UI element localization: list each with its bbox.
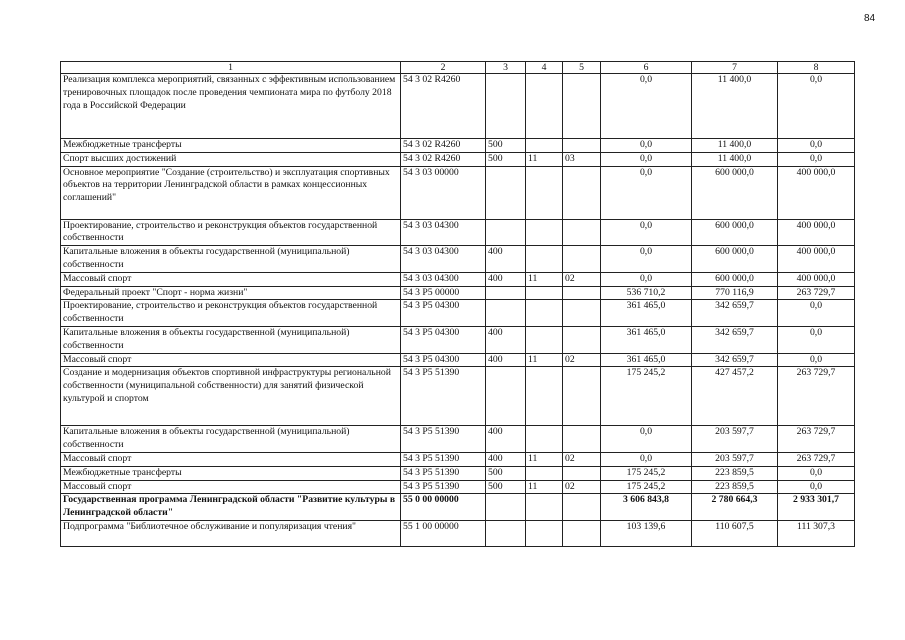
cell-value-col8: 263 729,7 — [778, 426, 855, 453]
cell-code: 54 3 P5 51390 — [401, 466, 486, 480]
cell-value-col7: 342 659,7 — [692, 300, 778, 327]
cell-value-col8: 2 933 301,7 — [778, 494, 855, 521]
table-row — [61, 466, 855, 480]
cell-value-col7: 427 457,2 — [692, 367, 778, 426]
cell-subsection — [563, 520, 601, 546]
cell-expense-type — [486, 219, 526, 246]
table-row — [61, 452, 855, 466]
cell-value-col6: 0,0 — [601, 152, 692, 166]
cell-value-col8: 0,0 — [778, 300, 855, 327]
cell-name: Подпрограмма "Библиотечное обслуживание и популяризация чтения" — [61, 520, 401, 546]
cell-value-col7: 600 000,0 — [692, 272, 778, 286]
column-header: 6 — [601, 62, 692, 74]
cell-name: Реализация комплекса мероприятий, связанных с эффективным использованием тренировочных площадок после проведения чемпионата мира по футболу 2018 года в Российской Федерации — [61, 74, 401, 139]
cell-name: Массовый спорт — [61, 272, 401, 286]
table-row — [61, 152, 855, 166]
cell-name: Массовый спорт — [61, 353, 401, 367]
cell-name: Спорт высших достижений — [61, 152, 401, 166]
cell-subsection — [563, 286, 601, 300]
cell-section — [526, 326, 563, 353]
column-header: 7 — [692, 62, 778, 74]
cell-value-col8: 0,0 — [778, 152, 855, 166]
cell-section — [526, 520, 563, 546]
cell-value-col7: 600 000,0 — [692, 219, 778, 246]
cell-section — [526, 466, 563, 480]
cell-value-col6: 361 465,0 — [601, 326, 692, 353]
cell-value-col8: 400 000,0 — [778, 166, 855, 219]
table-row — [61, 494, 855, 521]
cell-value-col6: 0,0 — [601, 74, 692, 139]
table-row — [61, 74, 855, 139]
cell-value-col6: 175 245,2 — [601, 367, 692, 426]
cell-value-col8: 400 000,0 — [778, 219, 855, 246]
table-row — [61, 286, 855, 300]
column-header: 2 — [401, 62, 486, 74]
cell-code: 54 3 P5 51390 — [401, 426, 486, 453]
cell-value-col6: 0,0 — [601, 246, 692, 273]
table-row — [61, 219, 855, 246]
header-row — [61, 62, 855, 74]
table-body — [61, 74, 855, 547]
cell-value-col6: 0,0 — [601, 139, 692, 153]
cell-section: 11 — [526, 452, 563, 466]
cell-value-col7: 11 400,0 — [692, 74, 778, 139]
cell-name: Межбюджетные трансферты — [61, 466, 401, 480]
table-row — [61, 520, 855, 546]
cell-value-col7: 2 780 664,3 — [692, 494, 778, 521]
cell-code: 54 3 02 R4260 — [401, 74, 486, 139]
cell-code: 54 3 P5 00000 — [401, 286, 486, 300]
cell-expense-type: 500 — [486, 480, 526, 494]
cell-subsection — [563, 326, 601, 353]
cell-code: 54 3 P5 04300 — [401, 300, 486, 327]
cell-value-col7: 11 400,0 — [692, 152, 778, 166]
cell-value-col8: 0,0 — [778, 480, 855, 494]
cell-code: 54 3 03 04300 — [401, 246, 486, 273]
cell-name: Основное мероприятие "Создание (строительство) и эксплуатация спортивных объектов на территории Ленинградской области в рамках концессионных соглашений" — [61, 166, 401, 219]
cell-name: Государственная программа Ленинградской области "Развитие культуры в Ленинградской области" — [61, 494, 401, 521]
cell-name: Создание и модернизация объектов спортивной инфраструктуры региональной собственности (муниципальной собственности) для занятий физической культурой и спортом — [61, 367, 401, 426]
cell-expense-type: 500 — [486, 139, 526, 153]
cell-expense-type — [486, 300, 526, 327]
cell-section — [526, 74, 563, 139]
cell-expense-type: 400 — [486, 272, 526, 286]
cell-value-col6: 361 465,0 — [601, 353, 692, 367]
cell-name: Федеральный проект "Спорт - норма жизни" — [61, 286, 401, 300]
cell-subsection — [563, 466, 601, 480]
table-row — [61, 480, 855, 494]
cell-name: Проектирование, строительство и реконструкция объектов государственной собственности — [61, 219, 401, 246]
cell-name: Капитальные вложения в объекты государственной (муниципальной) собственности — [61, 246, 401, 273]
cell-subsection: 03 — [563, 152, 601, 166]
cell-value-col7: 11 400,0 — [692, 139, 778, 153]
cell-code: 55 0 00 00000 — [401, 494, 486, 521]
table-row — [61, 367, 855, 426]
cell-section — [526, 286, 563, 300]
cell-code: 54 3 P5 51390 — [401, 367, 486, 426]
cell-expense-type — [486, 520, 526, 546]
cell-subsection — [563, 219, 601, 246]
cell-value-col8: 0,0 — [778, 353, 855, 367]
cell-code: 54 3 03 04300 — [401, 272, 486, 286]
cell-code: 54 3 P5 51390 — [401, 480, 486, 494]
cell-section — [526, 166, 563, 219]
cell-section — [526, 494, 563, 521]
column-header: 4 — [526, 62, 563, 74]
cell-subsection — [563, 139, 601, 153]
column-header: 3 — [486, 62, 526, 74]
cell-subsection: 02 — [563, 353, 601, 367]
cell-name: Капитальные вложения в объекты государственной (муниципальной) собственности — [61, 326, 401, 353]
cell-code: 54 3 P5 04300 — [401, 326, 486, 353]
cell-value-col7: 110 607,5 — [692, 520, 778, 546]
cell-code: 54 3 02 R4260 — [401, 152, 486, 166]
cell-expense-type — [486, 166, 526, 219]
cell-expense-type: 400 — [486, 452, 526, 466]
cell-subsection: 02 — [563, 272, 601, 286]
cell-section: 11 — [526, 152, 563, 166]
cell-value-col8: 263 729,7 — [778, 286, 855, 300]
cell-value-col6: 103 139,6 — [601, 520, 692, 546]
cell-code: 54 3 P5 51390 — [401, 452, 486, 466]
cell-value-col8: 263 729,7 — [778, 452, 855, 466]
cell-name: Проектирование, строительство и реконструкция объектов государственной собственности — [61, 300, 401, 327]
cell-code: 55 1 00 00000 — [401, 520, 486, 546]
cell-section — [526, 300, 563, 327]
cell-expense-type — [486, 74, 526, 139]
cell-subsection — [563, 166, 601, 219]
table-row — [61, 426, 855, 453]
cell-section — [526, 139, 563, 153]
cell-value-col7: 203 597,7 — [692, 452, 778, 466]
cell-value-col6: 175 245,2 — [601, 466, 692, 480]
cell-value-col8: 400 000,0 — [778, 272, 855, 286]
cell-subsection — [563, 74, 601, 139]
cell-subsection: 02 — [563, 480, 601, 494]
cell-code: 54 3 03 04300 — [401, 219, 486, 246]
table-row — [61, 300, 855, 327]
page-number: 84 — [864, 13, 876, 24]
table-row — [61, 166, 855, 219]
budget-table — [60, 61, 855, 547]
cell-value-col7: 203 597,7 — [692, 426, 778, 453]
cell-value-col6: 0,0 — [601, 452, 692, 466]
cell-value-col7: 223 859,5 — [692, 466, 778, 480]
table-row — [61, 326, 855, 353]
cell-value-col6: 0,0 — [601, 426, 692, 453]
cell-value-col6: 3 606 843,8 — [601, 494, 692, 521]
cell-code: 54 3 02 R4260 — [401, 139, 486, 153]
cell-name: Капитальные вложения в объекты государственной (муниципальной) собственности — [61, 426, 401, 453]
table-row — [61, 272, 855, 286]
cell-subsection — [563, 494, 601, 521]
cell-name: Массовый спорт — [61, 452, 401, 466]
cell-value-col8: 0,0 — [778, 139, 855, 153]
cell-expense-type: 400 — [486, 246, 526, 273]
cell-value-col6: 536 710,2 — [601, 286, 692, 300]
cell-expense-type: 400 — [486, 326, 526, 353]
table-row — [61, 353, 855, 367]
cell-value-col6: 175 245,2 — [601, 480, 692, 494]
cell-value-col6: 361 465,0 — [601, 300, 692, 327]
cell-section: 11 — [526, 272, 563, 286]
table-row — [61, 246, 855, 273]
cell-value-col8: 111 307,3 — [778, 520, 855, 546]
column-header: 1 — [61, 62, 401, 74]
cell-subsection: 02 — [563, 452, 601, 466]
cell-value-col7: 770 116,9 — [692, 286, 778, 300]
column-header: 5 — [563, 62, 601, 74]
cell-expense-type: 500 — [486, 466, 526, 480]
cell-value-col8: 400 000,0 — [778, 246, 855, 273]
cell-expense-type: 400 — [486, 426, 526, 453]
cell-value-col6: 0,0 — [601, 219, 692, 246]
cell-value-col7: 600 000,0 — [692, 166, 778, 219]
cell-expense-type — [486, 286, 526, 300]
column-header: 8 — [778, 62, 855, 74]
cell-section — [526, 219, 563, 246]
cell-value-col8: 0,0 — [778, 74, 855, 139]
cell-value-col6: 0,0 — [601, 166, 692, 219]
cell-name: Массовый спорт — [61, 480, 401, 494]
cell-value-col8: 0,0 — [778, 466, 855, 480]
cell-section: 11 — [526, 353, 563, 367]
cell-expense-type — [486, 494, 526, 521]
cell-value-col7: 342 659,7 — [692, 326, 778, 353]
cell-value-col7: 600 000,0 — [692, 246, 778, 273]
table-row — [61, 139, 855, 153]
cell-value-col6: 0,0 — [601, 272, 692, 286]
cell-code: 54 3 P5 04300 — [401, 353, 486, 367]
cell-subsection — [563, 426, 601, 453]
cell-subsection — [563, 246, 601, 273]
cell-value-col7: 342 659,7 — [692, 353, 778, 367]
cell-subsection — [563, 300, 601, 327]
cell-section — [526, 246, 563, 273]
cell-name: Межбюджетные трансферты — [61, 139, 401, 153]
cell-expense-type: 500 — [486, 152, 526, 166]
cell-expense-type: 400 — [486, 353, 526, 367]
cell-code: 54 3 03 00000 — [401, 166, 486, 219]
cell-value-col7: 223 859,5 — [692, 480, 778, 494]
cell-subsection — [563, 367, 601, 426]
cell-section — [526, 426, 563, 453]
cell-value-col8: 0,0 — [778, 326, 855, 353]
cell-section: 11 — [526, 480, 563, 494]
cell-expense-type — [486, 367, 526, 426]
cell-value-col8: 263 729,7 — [778, 367, 855, 426]
cell-section — [526, 367, 563, 426]
